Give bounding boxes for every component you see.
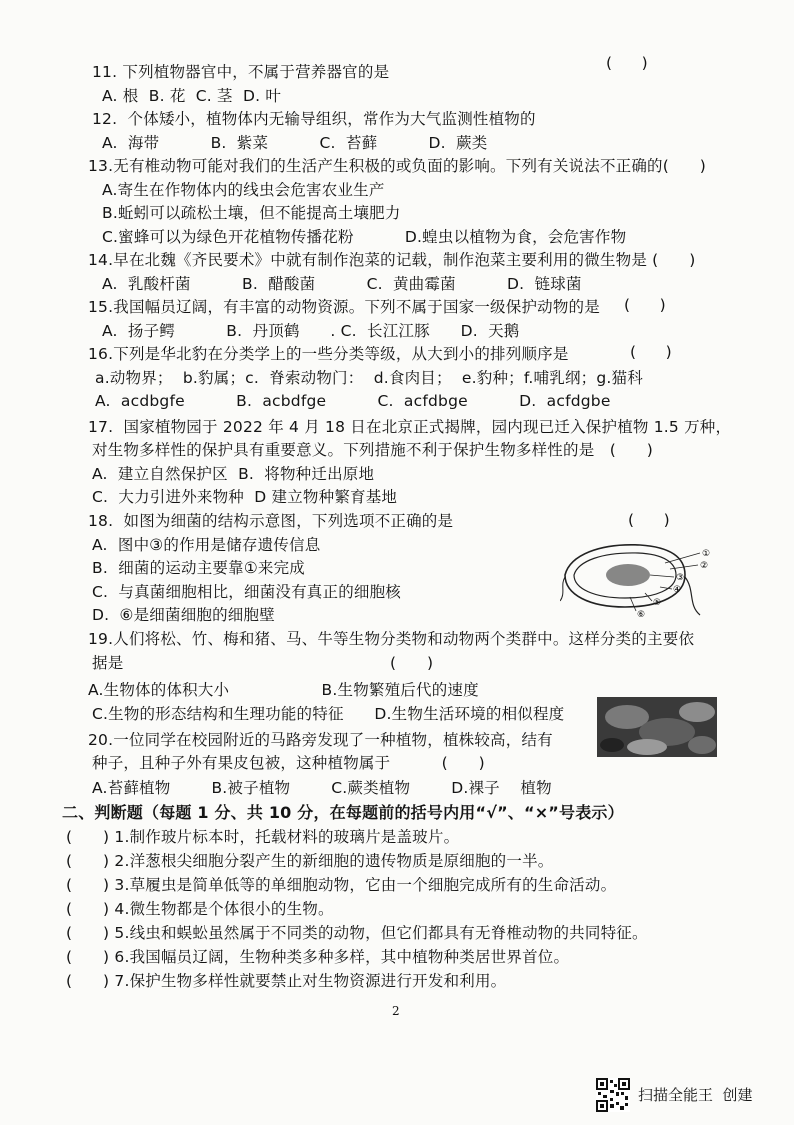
- q11-options: A. 根 B. 花 C. 茎 D. 叶: [102, 87, 282, 105]
- q12-options: A. 海带 B. 紫菜 C. 苔藓 D. 蕨类: [102, 134, 488, 152]
- plant-photo: [597, 697, 717, 757]
- q18-option-c: C. 与真菌细胞相比，细菌没有真正的细胞核: [92, 583, 402, 601]
- q15-options: A. 扬子鳄 B. 丹顶鹤 . C. 长江江豚 D. 天鹅: [102, 322, 520, 340]
- flagellum-left: [560, 577, 565, 601]
- q16-options: A. acdbgfe B. acbdfge C. acfdbge D. acfdgbe: [95, 392, 611, 410]
- figure-label-6: ⑥: [637, 610, 646, 620]
- q13-option-cd: C.蜜蜂可以为绿色开花植物传播花粉 D.蝗虫以植物为食，会危害作物: [102, 228, 627, 246]
- q20-options: A.苔藓植物 B.被子植物 C.蕨类植物 D.裸子 植物: [92, 779, 552, 797]
- bacterium-diagram: [560, 535, 720, 620]
- judge-item-7: ( ) 7.保护生物多样性就要禁止对生物资源进行开发和利用。: [66, 972, 507, 990]
- q16-stem: 16.下列是华北豹在分类学上的一些分类等级，从大到小的排列顺序是: [88, 345, 569, 363]
- judge-item-5: ( ) 5.线虫和蜈蚣虽然属于不同类的动物，但它们都具有无脊椎动物的共同特征。: [66, 924, 648, 942]
- q12-stem: 12. 个体矮小，植物体内无输导组织，常作为大气监测性植物的: [92, 110, 536, 128]
- q18-option-d: D. ⑥是细菌细胞的细胞壁: [92, 606, 275, 624]
- q18-option-b: B. 细菌的运动主要靠①来完成: [92, 559, 306, 577]
- judge-item-6: ( ) 6.我国幅员辽阔，生物种类多种多样，其中植物种类居世界首位。: [66, 948, 570, 966]
- figure-label-3: ③: [676, 573, 685, 583]
- q17-options-ab: A. 建立自然保护区 B. 将物种迁出原地: [92, 465, 375, 483]
- q16-answer-bracket: ( ): [630, 343, 672, 361]
- q15-answer-bracket: ( ): [624, 296, 666, 314]
- q19-stem-line2: 据是 ( ): [92, 654, 434, 672]
- figure-label-2: ②: [700, 561, 709, 571]
- q11-answer-bracket: ( ): [606, 54, 648, 72]
- q18-option-a: A. 图中③的作用是储存遗传信息: [92, 536, 321, 554]
- scanner-watermark: [596, 1078, 786, 1114]
- judge-item-2: ( ) 2.洋葱根尖细胞分裂产生的新细胞的遗传物质是原细胞的一半。: [66, 852, 554, 870]
- q20-stem-line2: 种子，且种子外有果皮包被，这种植物属于 ( ): [92, 754, 485, 772]
- q17-stem-line1: 17. 国家植物园于 2022 年 4 月 18 日在北京正式揭牌，园内现已迁入保护植物 1.5 万种，: [88, 418, 732, 436]
- q16-ranks: a.动物界； b.豹属；c. 脊索动物门： d.食肉目； e.豹种；f.哺乳纲；g.猫科: [95, 369, 643, 387]
- scanner-watermark-text: 扫描全能王 创建: [638, 1086, 753, 1104]
- q18-stem: 18. 如图为细菌的结构示意图，下列选项不正确的是: [88, 512, 454, 530]
- q13-option-b: B.蚯蚓可以疏松土壤，但不能提高土壤肥力: [102, 204, 401, 222]
- q18-answer-bracket: ( ): [628, 511, 670, 529]
- q17-stem-line2: 对生物多样性的保护具有重要意义。下列措施不利于保护生物多样性的是 ( ): [92, 441, 654, 459]
- flagellum: [685, 577, 700, 615]
- figure-label-5: ⑤: [653, 598, 662, 608]
- judge-item-1: ( ) 1.制作玻片标本时，托载材料的玻璃片是盖玻片。: [66, 828, 460, 846]
- q19-options-cd: C.生物的形态结构和生理功能的特征 D.生物生活环境的相似程度: [92, 705, 565, 723]
- q14-options: A. 乳酸杆菌 B. 醋酸菌 C. 黄曲霉菌 D. 链球菌: [102, 275, 582, 293]
- q11-stem: 11. 下列植物器官中，不属于营养器官的是: [92, 63, 390, 81]
- qr-code-icon: [596, 1078, 630, 1112]
- page-number: 2: [392, 1004, 400, 1018]
- q14-stem: 14.早在北魏《齐民要术》中就有制作泡菜的记载，制作泡菜主要利用的微生物是 ( ): [88, 251, 696, 269]
- q15-stem: 15.我国幅员辽阔，有丰富的动物资源。下列不属于国家一级保护动物的是: [88, 298, 600, 316]
- q19-stem-line1: 19.人们将松、竹、梅和猪、马、牛等生物分类物和动物两个类群中。这样分类的主要依: [88, 630, 695, 648]
- q13-option-a: A.寄生在作物体内的线虫会危害农业生产: [102, 181, 385, 199]
- figure-label-4: ④: [673, 585, 682, 595]
- q19-options-ab: A.生物体的体积大小 B.生物繁殖后代的速度: [88, 681, 479, 699]
- nuclear-region: [606, 564, 650, 586]
- q17-options-cd: C. 大力引进外来物种 D 建立物种繁育基地: [92, 488, 398, 506]
- figure-label-1: ①: [702, 549, 711, 559]
- section2-title: 二、判断题（每题 1 分、共 10 分，在每题前的括号内用“√”、“×”号表示）: [62, 803, 624, 822]
- judge-item-4: ( ) 4.微生物都是个体很小的生物。: [66, 900, 334, 918]
- q13-stem: 13.无有椎动物可能对我们的生活产生积极的或负面的影响。下列有关说法不正确的( ): [88, 157, 707, 175]
- judge-item-3: ( ) 3.草履虫是简单低等的单细胞动物，它由一个细胞完成所有的生命活动。: [66, 876, 617, 894]
- q20-stem-line1: 20.一位同学在校园附近的马路旁发现了一种植物，植株较高，结有: [88, 731, 553, 749]
